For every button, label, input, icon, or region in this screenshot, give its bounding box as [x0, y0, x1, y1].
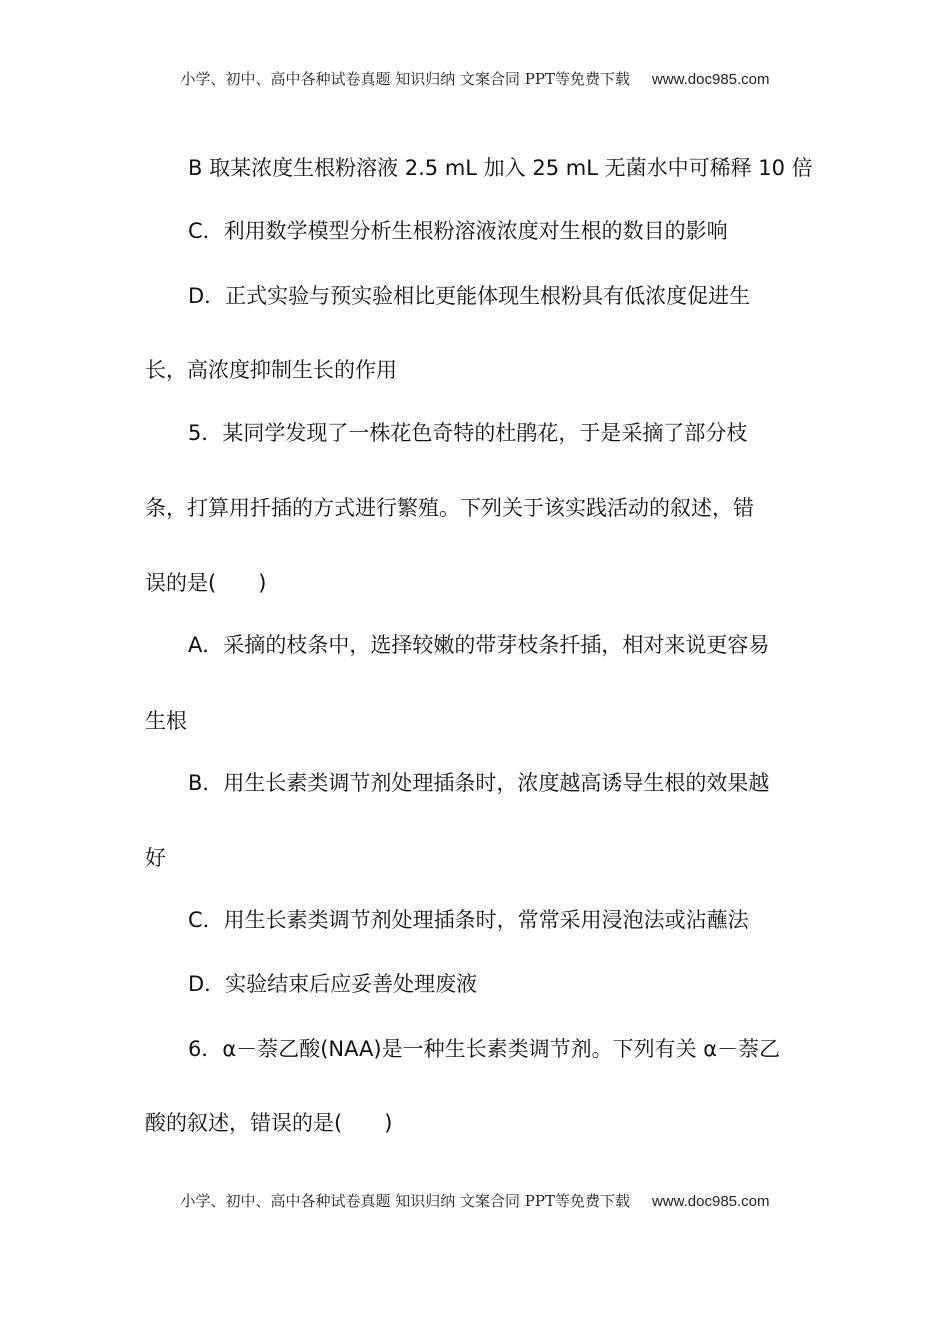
question-6-line-1: 6．α－萘乙酸(NAA)是一种生长素类调节剂。下列有关 α－萘乙 — [188, 1037, 781, 1061]
q5-option-b-continuation: 好 — [145, 846, 166, 870]
option-b-line: B 取某浓度生根粉溶液 2.5 mL 加入 25 mL 无菌水中可稀释 10 倍 — [188, 156, 813, 180]
question-5-line-1: 5．某同学发现了一株花色奇特的杜鹃花，于是采摘了部分枝 — [188, 421, 748, 445]
header-site-link[interactable]: www.doc985.com — [651, 71, 770, 88]
q5-option-c-line: C．用生长素类调节剂处理插条时，常常采用浸泡法或沾蘸法 — [188, 908, 749, 932]
question-6-line-2: 酸的叙述，错误的是( ) — [145, 1111, 393, 1135]
footer-site-link[interactable]: www.doc985.com — [651, 1193, 770, 1210]
q5-option-a-line: A．采摘的枝条中，选择较嫩的带芽枝条扦插，相对来说更容易 — [188, 633, 770, 657]
q5-option-b-line: B．用生长素类调节剂处理插条时，浓度越高诱导生根的效果越 — [188, 771, 770, 795]
footer-text: 小学、初中、高中各种试卷真题 知识归纳 文案合同 PPT等免费下载 — [180, 1192, 630, 1210]
option-d-continuation: 长，高浓度抑制生长的作用 — [145, 358, 397, 382]
question-5-line-2: 条，打算用扦插的方式进行繁殖。下列关于该实践活动的叙述，错 — [145, 496, 754, 520]
option-d-line: D．正式实验与预实验相比更能体现生根粉具有低浓度促进生 — [188, 284, 751, 308]
option-c-line: C．利用数学模型分析生根粉溶液浓度对生根的数目的影响 — [188, 219, 728, 243]
q5-option-d-line: D．实验结束后应妥善处理废液 — [188, 972, 478, 996]
q5-option-a-continuation: 生根 — [145, 709, 187, 733]
header-text: 小学、初中、高中各种试卷真题 知识归纳 文案合同 PPT等免费下载 — [180, 70, 630, 88]
page-header — [0, 68, 950, 89]
question-5-line-3: 误的是( ) — [145, 571, 267, 595]
page-footer — [0, 1190, 950, 1211]
